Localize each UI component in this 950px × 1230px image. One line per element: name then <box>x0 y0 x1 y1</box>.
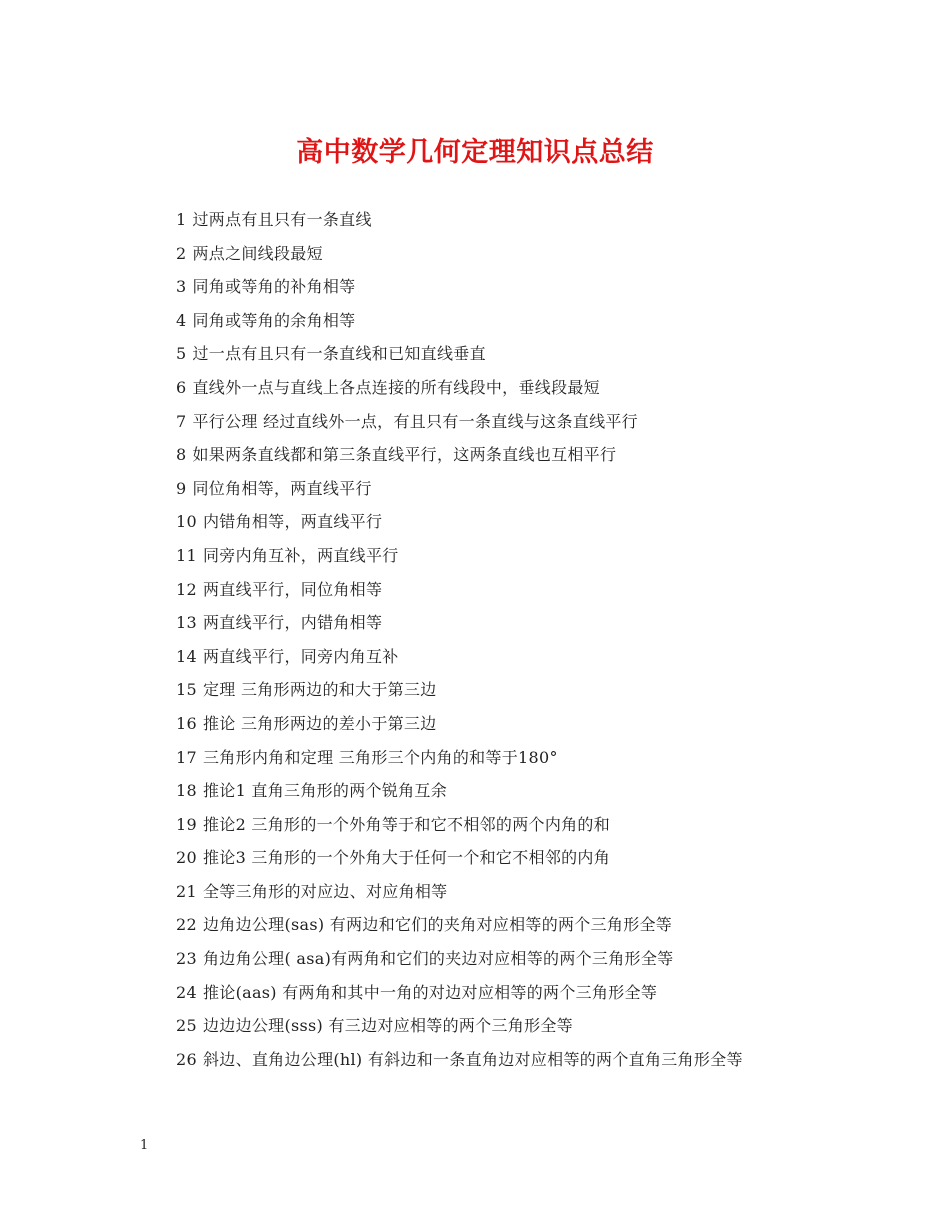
item-number: 24 <box>176 982 197 1002</box>
list-item <box>140 640 830 674</box>
item-number: 4 <box>176 310 187 330</box>
list-item <box>140 438 830 472</box>
item-text: 同角或等角的补角相等 <box>192 277 356 297</box>
page-title: 高中数学几何定理知识点总结 <box>296 137 654 168</box>
item-number: 14 <box>176 646 197 666</box>
list-item <box>140 203 830 237</box>
item-text: 两直线平行，同位角相等 <box>202 579 383 599</box>
item-number: 21 <box>176 881 197 901</box>
list-item <box>140 270 830 304</box>
item-text: 推论1 直角三角形的两个锐角互余 <box>202 781 448 801</box>
list-item <box>140 707 830 741</box>
list-item <box>140 808 830 842</box>
list-item <box>140 505 830 539</box>
item-number: 11 <box>176 545 197 565</box>
item-number: 6 <box>176 377 187 397</box>
item-number: 2 <box>176 243 187 263</box>
item-number: 20 <box>176 848 197 868</box>
item-number: 22 <box>176 915 197 935</box>
item-text: 如果两条直线都和第三条直线平行，这两条直线也互相平行 <box>192 445 617 465</box>
list-item <box>140 573 830 607</box>
list-item <box>140 606 830 640</box>
item-number: 8 <box>176 445 187 465</box>
item-text: 直线外一点与直线上各点连接的所有线段中，垂线段最短 <box>192 377 600 397</box>
list-item <box>140 741 830 775</box>
item-text: 内错角相等，两直线平行 <box>202 512 383 532</box>
list-item <box>140 1009 830 1043</box>
item-text: 全等三角形的对应边、对应角相等 <box>202 881 448 901</box>
item-text: 同角或等角的余角相等 <box>192 310 356 330</box>
page-number: 1 <box>140 1138 149 1153</box>
item-text: 推论2 三角形的一个外角等于和它不相邻的两个内角的和 <box>202 814 611 834</box>
list-item <box>140 976 830 1010</box>
item-text: 三角形内角和定理 三角形三个内角的和等于180° <box>202 747 558 767</box>
list-item <box>140 908 830 942</box>
item-text: 两点之间线段最短 <box>192 243 323 263</box>
item-number: 9 <box>176 478 187 498</box>
item-number: 1 <box>176 210 187 229</box>
list-item <box>140 673 830 707</box>
item-number: 7 <box>176 411 187 431</box>
list-item <box>140 841 830 875</box>
item-number: 12 <box>176 579 197 599</box>
list-item <box>140 539 830 573</box>
item-text: 定理 三角形两边的和大于第三边 <box>202 680 437 700</box>
list-item <box>140 371 830 405</box>
list-item <box>140 875 830 909</box>
list-item <box>140 472 830 506</box>
item-number: 5 <box>176 344 187 364</box>
item-text: 推论 三角形两边的差小于第三边 <box>202 713 437 733</box>
item-text: 平行公理 经过直线外一点，有且只有一条直线与这条直线平行 <box>192 411 638 431</box>
item-text: 角边角公理( asa)有两角和它们的夹边对应相等的两个三角形全等 <box>202 949 674 969</box>
item-text: 同旁内角互补，两直线平行 <box>202 545 399 565</box>
item-text: 过两点有且只有一条直线 <box>192 210 372 229</box>
item-number: 17 <box>176 747 197 767</box>
item-text: 斜边、直角边公理(hl) 有斜边和一条直角边对应相等的两个直角三角形全等 <box>202 1049 743 1069</box>
list-item <box>140 237 830 271</box>
item-number: 19 <box>176 814 197 834</box>
list-item <box>140 774 830 808</box>
item-text: 推论3 三角形的一个外角大于任何一个和它不相邻的内角 <box>202 848 611 868</box>
item-number: 18 <box>176 781 197 801</box>
list-item <box>140 942 830 976</box>
item-number: 10 <box>176 512 197 532</box>
item-text: 边角边公理(sas) 有两边和它们的夹角对应相等的两个三角形全等 <box>202 915 673 935</box>
item-text: 同位角相等，两直线平行 <box>192 478 372 498</box>
theorem-list <box>140 203 830 1076</box>
item-text: 过一点有且只有一条直线和已知直线垂直 <box>192 344 486 364</box>
item-number: 23 <box>176 949 197 969</box>
item-number: 3 <box>176 277 187 297</box>
item-text: 两直线平行，同旁内角互补 <box>202 646 399 666</box>
item-text: 推论(aas) 有两角和其中一角的对边对应相等的两个三角形全等 <box>202 982 658 1002</box>
item-text: 边边边公理(sss) 有三边对应相等的两个三角形全等 <box>202 1016 573 1036</box>
list-item <box>140 405 830 439</box>
item-number: 26 <box>176 1049 197 1069</box>
list-item <box>140 1043 830 1077</box>
item-text: 两直线平行，内错角相等 <box>202 613 383 633</box>
item-number: 16 <box>176 713 197 733</box>
list-item <box>140 337 830 371</box>
item-number: 13 <box>176 613 197 633</box>
list-item <box>140 304 830 338</box>
item-number: 15 <box>176 680 197 700</box>
item-number: 25 <box>176 1016 197 1036</box>
